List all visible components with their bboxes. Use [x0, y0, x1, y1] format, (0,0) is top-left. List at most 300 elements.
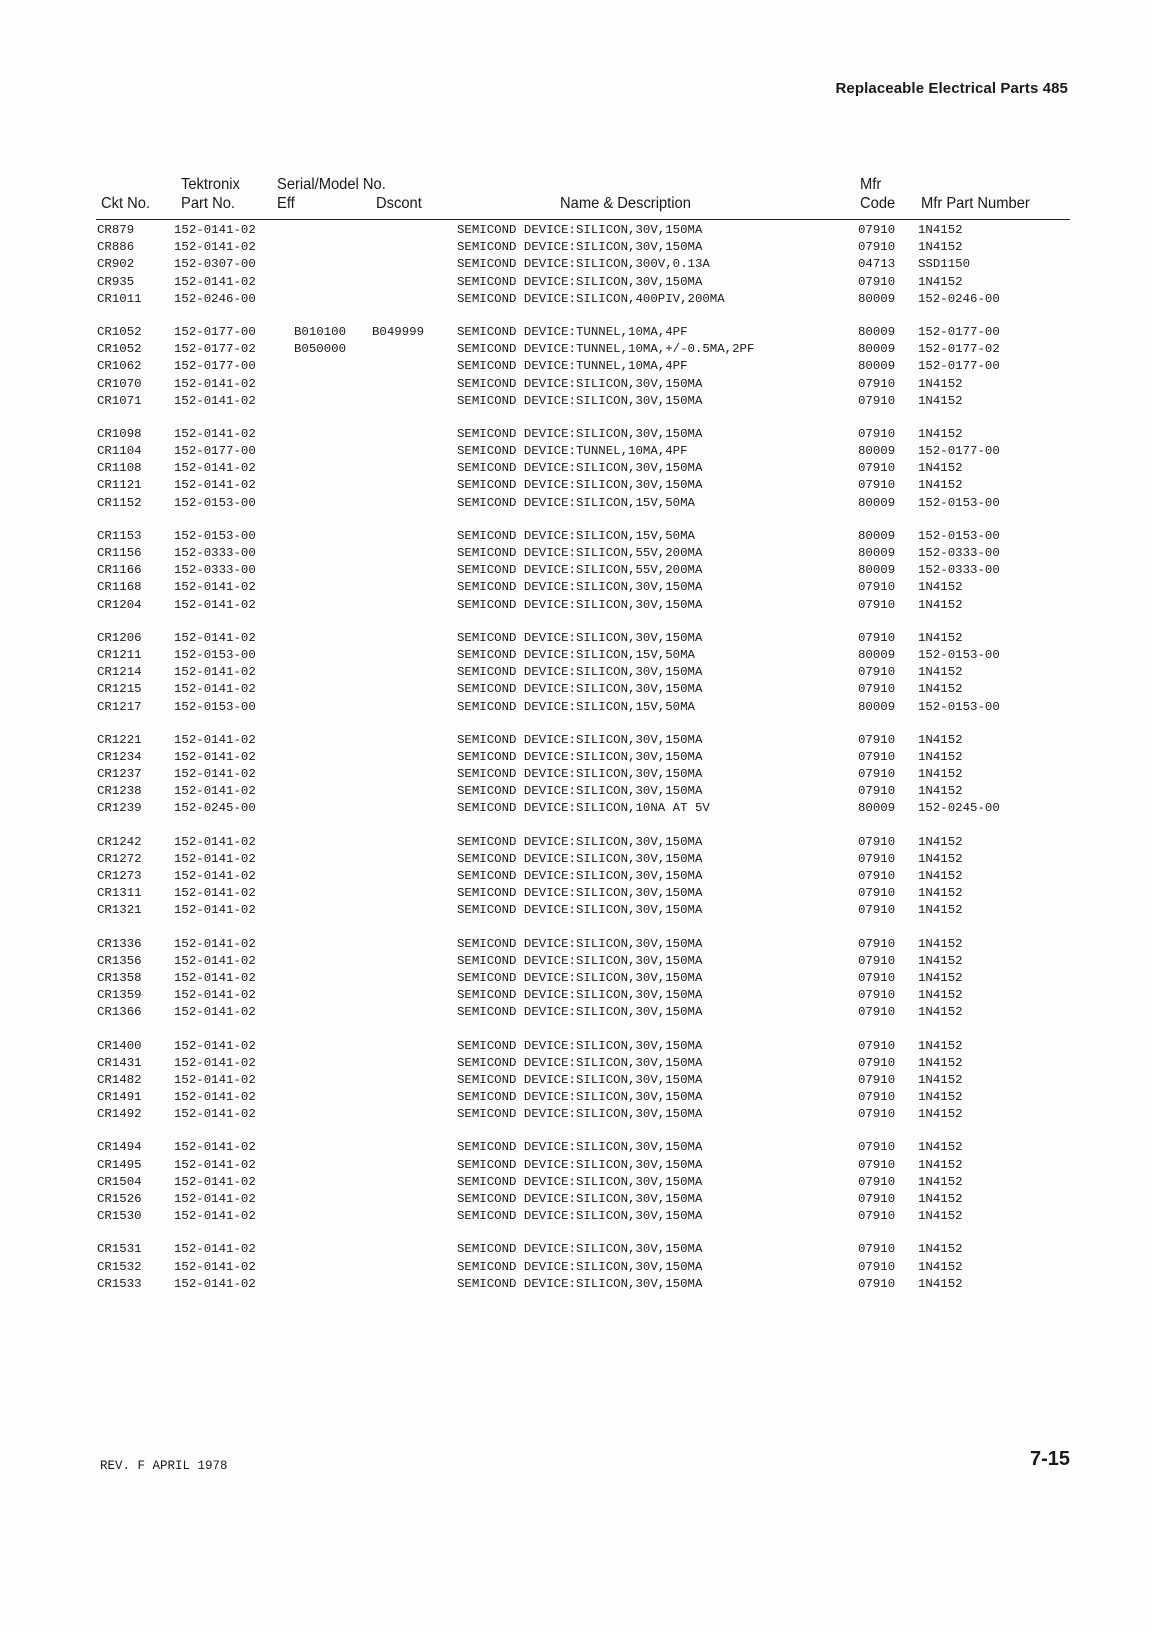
cell-ckt-no: CR1336	[97, 936, 142, 951]
cell-ckt-no: CR1214	[97, 665, 142, 680]
table-row	[0, 477, 1153, 494]
table-row	[0, 256, 1153, 273]
col-ckt-no: Ckt No.	[101, 195, 151, 212]
cell-mfr-code: 07910	[858, 1090, 896, 1105]
cell-ckt-no: CR1052	[97, 342, 142, 357]
table-row	[0, 1191, 1153, 1208]
cell-part-no: 152-0141-02	[174, 784, 256, 799]
cell-part-no: 152-0141-02	[174, 1157, 256, 1172]
cell-description: SEMICOND DEVICE:SILICON,30V,150MA	[457, 223, 703, 237]
cell-mfr-part-number: 1N4152	[918, 886, 963, 901]
cell-ckt-no: CR1238	[97, 784, 142, 799]
cell-mfr-code: 07910	[858, 393, 896, 408]
table-row	[0, 376, 1153, 393]
col-tektronix-label: Tektronix	[181, 176, 240, 193]
cell-description: SEMICOND DEVICE:SILICON,30V,150MA	[457, 274, 703, 289]
table-row	[0, 732, 1153, 749]
cell-ckt-no: CR1526	[97, 1192, 142, 1206]
cell-mfr-part-number: SSD1150	[918, 257, 971, 272]
cell-description: SEMICOND DEVICE:SILICON,30V,150MA	[457, 988, 703, 1003]
row-group	[0, 528, 1153, 614]
table-row	[0, 1157, 1153, 1174]
cell-mfr-part-number: 1N4152	[918, 1107, 963, 1122]
cell-mfr-code: 80009	[858, 801, 896, 816]
table-row	[0, 291, 1153, 308]
cell-mfr-part-number: 1N4152	[918, 274, 963, 289]
cell-mfr-code: 07910	[858, 1157, 896, 1172]
cell-mfr-part-number: 1N4152	[918, 478, 963, 493]
cell-part-no: 152-0141-02	[174, 936, 256, 951]
cell-mfr-part-number: 1N4152	[918, 1276, 963, 1291]
cell-mfr-code: 07910	[858, 1209, 896, 1224]
cell-ckt-no: CR1492	[97, 1107, 142, 1122]
cell-description: SEMICOND DEVICE:SILICON,30V,150MA	[457, 1242, 703, 1257]
cell-mfr-part-number: 1N4152	[918, 936, 963, 951]
cell-mfr-part-number: 1N4152	[918, 393, 963, 408]
cell-mfr-code: 80009	[858, 528, 896, 543]
col-part-no: Part No.	[181, 195, 235, 212]
cell-description: SEMICOND DEVICE:SILICON,30V,150MA	[457, 834, 703, 849]
cell-description: SEMICOND DEVICE:SILICON,15V,50MA	[457, 528, 695, 543]
cell-mfr-code: 07910	[858, 376, 896, 391]
cell-description: SEMICOND DEVICE:SILICON,400PIV,200MA	[457, 291, 725, 306]
table-row	[0, 1259, 1153, 1276]
cell-mfr-code: 07910	[858, 1242, 896, 1257]
cell-part-no: 152-0141-02	[174, 1209, 256, 1224]
table-row	[0, 1004, 1153, 1021]
cell-part-no: 152-0245-00	[174, 801, 256, 816]
cell-mfr-code: 07910	[858, 869, 896, 883]
cell-ckt-no: CR1311	[97, 886, 142, 901]
cell-mfr-code: 80009	[858, 699, 896, 714]
cell-mfr-code: 07910	[858, 426, 896, 441]
cell-mfr-part-number: 152-0177-00	[918, 359, 1000, 374]
cell-mfr-part-number: 1N4152	[918, 1005, 963, 1020]
cell-description: SEMICOND DEVICE:SILICON,30V,150MA	[457, 1259, 703, 1274]
table-row	[0, 443, 1153, 460]
table-row	[0, 495, 1153, 512]
cell-part-no: 152-0141-02	[174, 851, 256, 866]
cell-mfr-code: 80009	[858, 563, 896, 578]
cell-description: SEMICOND DEVICE:SILICON,30V,150MA	[457, 1072, 703, 1087]
cell-mfr-code: 80009	[858, 359, 896, 374]
table-row	[0, 222, 1153, 239]
cell-part-no: 152-0141-02	[174, 1090, 256, 1105]
cell-mfr-part-number: 1N4152	[918, 869, 963, 883]
cell-ckt-no: CR1152	[97, 495, 142, 510]
table-row	[0, 528, 1153, 545]
cell-mfr-code: 07910	[858, 478, 896, 493]
table-row	[0, 1241, 1153, 1258]
cell-ckt-no: CR1166	[97, 563, 142, 578]
cell-ckt-no: CR1206	[97, 630, 142, 645]
cell-part-no: 152-0141-02	[174, 240, 256, 255]
cell-description: SEMICOND DEVICE:SILICON,30V,150MA	[457, 1090, 703, 1105]
cell-part-no: 152-0141-02	[174, 988, 256, 1003]
cell-mfr-code: 07910	[858, 274, 896, 289]
cell-description: SEMICOND DEVICE:SILICON,30V,150MA	[457, 393, 703, 408]
cell-mfr-part-number: 1N4152	[918, 834, 963, 849]
cell-mfr-part-number: 1N4152	[918, 749, 963, 764]
cell-part-no: 152-0153-00	[174, 647, 256, 662]
cell-mfr-part-number: 1N4152	[918, 426, 963, 441]
table-row	[0, 766, 1153, 783]
cell-mfr-part-number: 1N4152	[918, 1140, 963, 1155]
cell-mfr-code: 07910	[858, 682, 896, 697]
cell-part-no: 152-0141-02	[174, 886, 256, 901]
cell-mfr-part-number: 1N4152	[918, 1242, 963, 1257]
cell-part-no: 152-0307-00	[174, 257, 256, 272]
cell-part-no: 152-0141-02	[174, 461, 256, 476]
col-name-description: Name & Description	[560, 195, 691, 212]
cell-description: SEMICOND DEVICE:SILICON,30V,150MA	[457, 1192, 703, 1206]
cell-part-no: 152-0141-02	[174, 732, 256, 747]
table-row	[0, 274, 1153, 291]
cell-ckt-no: CR1356	[97, 953, 142, 968]
cell-mfr-code: 07910	[858, 732, 896, 747]
cell-mfr-part-number: 1N4152	[918, 953, 963, 968]
table-row	[0, 1174, 1153, 1191]
cell-mfr-part-number: 152-0153-00	[918, 528, 1000, 543]
cell-description: SEMICOND DEVICE:SILICON,55V,200MA	[457, 563, 703, 578]
cell-part-no: 152-0141-02	[174, 393, 256, 408]
cell-mfr-part-number: 1N4152	[918, 630, 963, 645]
cell-mfr-code: 07910	[858, 1192, 896, 1206]
table-row	[0, 579, 1153, 596]
cell-part-no: 152-0141-02	[174, 1259, 256, 1274]
col-mfr-code: Code	[860, 195, 896, 212]
cell-part-no: 152-0177-00	[174, 324, 256, 339]
cell-ckt-no: CR1156	[97, 546, 142, 560]
cell-description: SEMICOND DEVICE:SILICON,30V,150MA	[457, 1005, 703, 1020]
cell-description: SEMICOND DEVICE:SILICON,30V,150MA	[457, 630, 703, 645]
cell-mfr-code: 07910	[858, 1259, 896, 1274]
cell-ckt-no: CR886	[97, 240, 135, 255]
cell-description: SEMICOND DEVICE:SILICON,30V,150MA	[457, 903, 703, 918]
cell-mfr-part-number: 1N4152	[918, 784, 963, 799]
cell-ckt-no: CR1272	[97, 851, 142, 866]
cell-description: SEMICOND DEVICE:SILICON,30V,150MA	[457, 953, 703, 968]
table-row	[0, 393, 1153, 410]
cell-description: SEMICOND DEVICE:SILICON,30V,150MA	[457, 1157, 703, 1172]
cell-mfr-code: 07910	[858, 597, 896, 612]
cell-ckt-no: CR1217	[97, 699, 142, 714]
table-row	[0, 1072, 1153, 1089]
cell-mfr-part-number: 1N4152	[918, 732, 963, 747]
cell-mfr-code: 80009	[858, 324, 896, 339]
cell-ckt-no: CR1366	[97, 1005, 142, 1020]
cell-mfr-code: 07910	[858, 784, 896, 799]
cell-serial-eff: B010100	[294, 324, 347, 339]
cell-description: SEMICOND DEVICE:SILICON,15V,50MA	[457, 495, 695, 510]
cell-mfr-code: 07910	[858, 665, 896, 680]
cell-serial-dscont: B049999	[372, 324, 425, 339]
table-row	[0, 597, 1153, 614]
cell-part-no: 152-0141-02	[174, 953, 256, 968]
cell-description: SEMICOND DEVICE:SILICON,300V,0.13A	[457, 257, 710, 272]
cell-ckt-no: CR1491	[97, 1090, 142, 1105]
table-row	[0, 647, 1153, 664]
cell-mfr-part-number: 1N4152	[918, 851, 963, 866]
table-row	[0, 1276, 1153, 1293]
cell-part-no: 152-0141-02	[174, 1055, 256, 1070]
cell-ckt-no: CR1359	[97, 988, 142, 1003]
table-row	[0, 902, 1153, 919]
row-group	[0, 732, 1153, 818]
cell-mfr-code: 80009	[858, 546, 896, 560]
cell-part-no: 152-0141-02	[174, 970, 256, 985]
cell-part-no: 152-0141-02	[174, 223, 256, 237]
cell-mfr-code: 80009	[858, 647, 896, 662]
row-group	[0, 324, 1153, 410]
cell-mfr-part-number: 1N4152	[918, 461, 963, 476]
cell-ckt-no: CR1530	[97, 1209, 142, 1224]
cell-ckt-no: CR1273	[97, 869, 142, 883]
cell-ckt-no: CR1098	[97, 426, 142, 441]
cell-description: SEMICOND DEVICE:SILICON,15V,50MA	[457, 699, 695, 714]
cell-serial-eff: B050000	[294, 342, 347, 357]
cell-mfr-part-number: 152-0153-00	[918, 495, 1000, 510]
table-row	[0, 868, 1153, 885]
cell-mfr-code: 07910	[858, 1038, 896, 1053]
cell-part-no: 152-0141-02	[174, 376, 256, 391]
cell-ckt-no: CR902	[97, 257, 135, 272]
cell-part-no: 152-0246-00	[174, 291, 256, 306]
cell-ckt-no: CR1215	[97, 682, 142, 697]
cell-mfr-part-number: 1N4152	[918, 988, 963, 1003]
cell-mfr-code: 07910	[858, 1276, 896, 1291]
cell-mfr-part-number: 1N4152	[918, 1209, 963, 1224]
cell-mfr-code: 80009	[858, 291, 896, 306]
table-row	[0, 783, 1153, 800]
cell-mfr-part-number: 1N4152	[918, 665, 963, 680]
cell-description: SEMICOND DEVICE:SILICON,30V,150MA	[457, 1107, 703, 1122]
cell-part-no: 152-0141-02	[174, 274, 256, 289]
table-row	[0, 681, 1153, 698]
cell-mfr-part-number: 1N4152	[918, 903, 963, 918]
cell-ckt-no: CR1321	[97, 903, 142, 918]
cell-part-no: 152-0141-02	[174, 1242, 256, 1257]
cell-part-no: 152-0141-02	[174, 580, 256, 595]
cell-mfr-part-number: 152-0333-00	[918, 563, 1000, 578]
cell-mfr-part-number: 152-0153-00	[918, 699, 1000, 714]
cell-ckt-no: CR1504	[97, 1174, 142, 1189]
cell-description: SEMICOND DEVICE:SILICON,15V,50MA	[457, 647, 695, 662]
table-row	[0, 341, 1153, 358]
row-group	[0, 426, 1153, 512]
cell-mfr-part-number: 152-0153-00	[918, 647, 1000, 662]
cell-part-no: 152-0141-02	[174, 1107, 256, 1122]
cell-mfr-code: 07910	[858, 970, 896, 985]
cell-mfr-code: 07910	[858, 886, 896, 901]
cell-part-no: 152-0153-00	[174, 699, 256, 714]
cell-description: SEMICOND DEVICE:TUNNEL,10MA,4PF	[457, 444, 688, 459]
table-row	[0, 239, 1153, 256]
cell-mfr-part-number: 1N4152	[918, 223, 963, 237]
cell-description: SEMICOND DEVICE:SILICON,30V,150MA	[457, 376, 703, 391]
table-row	[0, 834, 1153, 851]
cell-part-no: 152-0141-02	[174, 478, 256, 493]
cell-description: SEMICOND DEVICE:SILICON,30V,150MA	[457, 732, 703, 747]
cell-ckt-no: CR1168	[97, 580, 142, 595]
cell-mfr-code: 07910	[858, 1005, 896, 1020]
cell-description: SEMICOND DEVICE:SILICON,30V,150MA	[457, 1174, 703, 1189]
cell-ckt-no: CR1108	[97, 461, 142, 476]
cell-description: SEMICOND DEVICE:SILICON,30V,150MA	[457, 1055, 703, 1070]
cell-ckt-no: CR1242	[97, 834, 142, 849]
cell-part-no: 152-0141-02	[174, 1140, 256, 1155]
row-group	[0, 834, 1153, 920]
cell-description: SEMICOND DEVICE:SILICON,30V,150MA	[457, 869, 703, 883]
cell-part-no: 152-0333-00	[174, 546, 256, 560]
cell-mfr-code: 07910	[858, 834, 896, 849]
cell-ckt-no: CR1531	[97, 1242, 142, 1257]
cell-ckt-no: CR1400	[97, 1038, 142, 1053]
cell-ckt-no: CR1062	[97, 359, 142, 374]
cell-part-no: 152-0141-02	[174, 630, 256, 645]
cell-mfr-code: 07910	[858, 749, 896, 764]
cell-mfr-code: 07910	[858, 1072, 896, 1087]
cell-mfr-code: 07910	[858, 1107, 896, 1122]
table-row	[0, 885, 1153, 902]
cell-part-no: 152-0141-02	[174, 767, 256, 782]
cell-mfr-code: 07910	[858, 240, 896, 255]
table-row	[0, 1038, 1153, 1055]
cell-description: SEMICOND DEVICE:SILICON,30V,150MA	[457, 478, 703, 493]
cell-mfr-part-number: 152-0333-00	[918, 546, 1000, 560]
row-group	[0, 1241, 1153, 1293]
cell-mfr-part-number: 152-0246-00	[918, 291, 1000, 306]
cell-ckt-no: CR1495	[97, 1157, 142, 1172]
cell-mfr-code: 07910	[858, 767, 896, 782]
cell-mfr-part-number: 152-0177-00	[918, 324, 1000, 339]
cell-description: SEMICOND DEVICE:SILICON,30V,150MA	[457, 580, 703, 595]
cell-mfr-code: 07910	[858, 936, 896, 951]
cell-part-no: 152-0141-02	[174, 1192, 256, 1206]
cell-description: SEMICOND DEVICE:SILICON,30V,150MA	[457, 597, 703, 612]
cell-part-no: 152-0141-02	[174, 834, 256, 849]
cell-part-no: 152-0141-02	[174, 426, 256, 441]
cell-mfr-part-number: 1N4152	[918, 1157, 963, 1172]
cell-mfr-part-number: 1N4152	[918, 376, 963, 391]
cell-mfr-code: 07910	[858, 903, 896, 918]
cell-mfr-code: 07910	[858, 1140, 896, 1155]
cell-description: SEMICOND DEVICE:SILICON,30V,150MA	[457, 1209, 703, 1224]
table-row	[0, 358, 1153, 375]
table-row	[0, 1139, 1153, 1156]
cell-description: SEMICOND DEVICE:SILICON,30V,150MA	[457, 426, 703, 441]
cell-ckt-no: CR935	[97, 274, 135, 289]
cell-mfr-part-number: 1N4152	[918, 1072, 963, 1087]
cell-ckt-no: CR1237	[97, 767, 142, 782]
cell-part-no: 152-0177-00	[174, 444, 256, 459]
cell-ckt-no: CR1431	[97, 1055, 142, 1070]
table-row	[0, 987, 1153, 1004]
cell-mfr-part-number: 1N4152	[918, 580, 963, 595]
cell-description: SEMICOND DEVICE:SILICON,10NA AT 5V	[457, 801, 710, 816]
row-group	[0, 1139, 1153, 1225]
cell-mfr-part-number: 1N4152	[918, 1174, 963, 1189]
cell-part-no: 152-0141-02	[174, 682, 256, 697]
cell-part-no: 152-0141-02	[174, 903, 256, 918]
row-group	[0, 222, 1153, 308]
cell-ckt-no: CR1211	[97, 647, 142, 662]
table-row	[0, 800, 1153, 817]
table-row	[0, 699, 1153, 716]
table-row	[0, 1106, 1153, 1123]
cell-description: SEMICOND DEVICE:SILICON,30V,150MA	[457, 936, 703, 951]
cell-description: SEMICOND DEVICE:TUNNEL,10MA,4PF	[457, 324, 688, 339]
cell-mfr-code: 07910	[858, 580, 896, 595]
cell-ckt-no: CR1204	[97, 597, 142, 612]
cell-description: SEMICOND DEVICE:SILICON,30V,150MA	[457, 665, 703, 680]
cell-ckt-no: CR1221	[97, 732, 142, 747]
cell-part-no: 152-0141-02	[174, 597, 256, 612]
cell-mfr-part-number: 152-0177-00	[918, 444, 1000, 459]
parts-list	[0, 222, 1153, 1309]
cell-mfr-part-number: 1N4152	[918, 240, 963, 255]
cell-mfr-part-number: 1N4152	[918, 1192, 963, 1206]
cell-ckt-no: CR1234	[97, 749, 142, 764]
table-row	[0, 953, 1153, 970]
row-group	[0, 936, 1153, 1022]
cell-mfr-code: 07910	[858, 1174, 896, 1189]
cell-description: SEMICOND DEVICE:SILICON,30V,150MA	[457, 767, 703, 782]
cell-description: SEMICOND DEVICE:SILICON,30V,150MA	[457, 784, 703, 799]
cell-ckt-no: CR1494	[97, 1140, 142, 1155]
col-dscont: Dscont	[376, 195, 422, 212]
cell-mfr-code: 07910	[858, 461, 896, 476]
cell-part-no: 152-0141-02	[174, 1038, 256, 1053]
col-eff: Eff	[277, 195, 295, 212]
cell-mfr-code: 80009	[858, 444, 896, 459]
cell-mfr-code: 07910	[858, 1055, 896, 1070]
cell-ckt-no: CR1532	[97, 1259, 142, 1274]
table-row	[0, 1055, 1153, 1072]
cell-description: SEMICOND DEVICE:SILICON,30V,150MA	[457, 1140, 703, 1155]
cell-part-no: 152-0153-00	[174, 495, 256, 510]
col-serial-model-label: Serial/Model No.	[277, 176, 386, 193]
revision-note: REV. F APRIL 1978	[100, 1459, 228, 1473]
cell-ckt-no: CR1011	[97, 291, 142, 306]
cell-description: SEMICOND DEVICE:SILICON,30V,150MA	[457, 1038, 703, 1053]
table-row	[0, 562, 1153, 579]
cell-mfr-part-number: 152-0177-02	[918, 342, 1000, 357]
cell-ckt-no: CR1239	[97, 801, 142, 816]
cell-part-no: 152-0141-02	[174, 1174, 256, 1189]
table-row	[0, 460, 1153, 477]
cell-part-no: 152-0333-00	[174, 563, 256, 578]
cell-ckt-no: CR1533	[97, 1276, 142, 1291]
cell-description: SEMICOND DEVICE:SILICON,30V,150MA	[457, 682, 703, 697]
cell-part-no: 152-0177-02	[174, 342, 256, 357]
cell-mfr-code: 04713	[858, 257, 896, 272]
cell-part-no: 152-0141-02	[174, 665, 256, 680]
cell-mfr-part-number: 1N4152	[918, 767, 963, 782]
cell-mfr-part-number: 1N4152	[918, 1038, 963, 1053]
cell-part-no: 152-0141-02	[174, 1072, 256, 1087]
table-row	[0, 630, 1153, 647]
cell-ckt-no: CR1071	[97, 393, 142, 408]
cell-description: SEMICOND DEVICE:SILICON,30V,150MA	[457, 240, 703, 255]
table-row	[0, 664, 1153, 681]
cell-ckt-no: CR1121	[97, 478, 142, 493]
cell-description: SEMICOND DEVICE:SILICON,30V,150MA	[457, 461, 703, 476]
table-row	[0, 936, 1153, 953]
table-row	[0, 970, 1153, 987]
col-mfr-part-number: Mfr Part Number	[921, 195, 1030, 212]
cell-mfr-part-number: 1N4152	[918, 682, 963, 697]
